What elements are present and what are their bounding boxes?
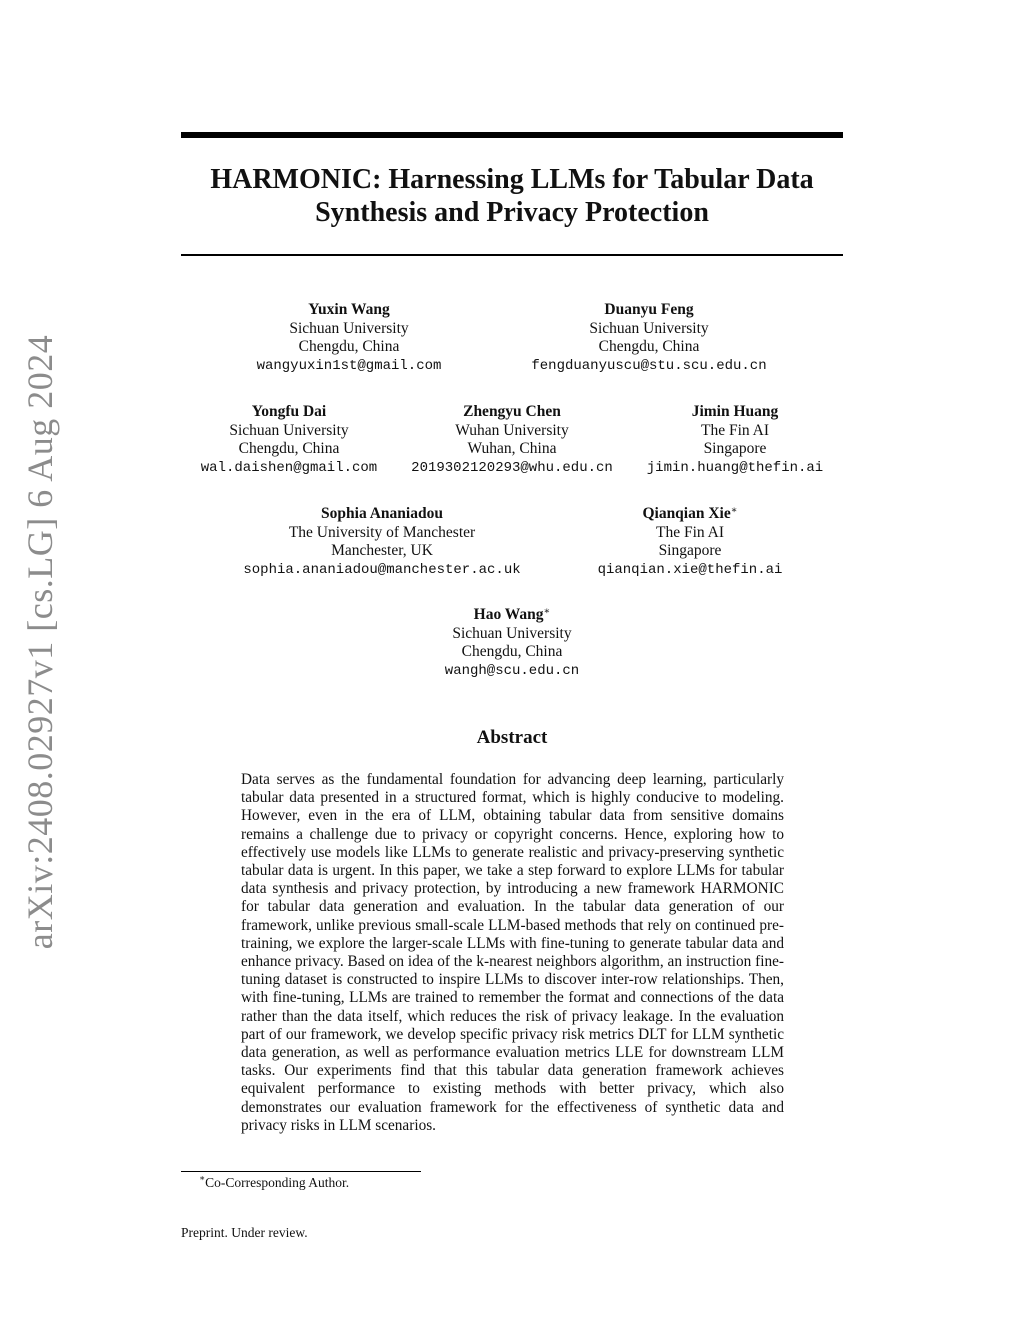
author-name: Hao Wang∗	[473, 606, 551, 623]
author-name: Yuxin Wang	[308, 301, 390, 318]
author-email[interactable]: wangh@scu.edu.cn	[444, 662, 580, 679]
author-name: Duanyu Feng	[604, 301, 694, 318]
author-email[interactable]: sophia.ananiadou@manchester.ac.uk	[243, 561, 521, 578]
author-block	[201, 403, 377, 477]
author-affiliation: The Fin AI	[700, 421, 770, 439]
author-name: Sophia Ananiadou	[321, 505, 443, 522]
footnote: ∗Co-Corresponding Author.	[199, 1173, 350, 1190]
author-location: Singapore	[703, 440, 767, 457]
title-top-rule	[181, 132, 843, 138]
author-affiliation: Sichuan University	[229, 421, 349, 439]
author-email[interactable]: fengduanyuscu@stu.scu.edu.cn	[531, 357, 767, 374]
author-block	[411, 403, 613, 477]
author-location: Chengdu, China	[298, 338, 400, 355]
author-name: Zhengyu Chen	[463, 403, 561, 420]
author-email[interactable]: wal.daishen@gmail.com	[200, 459, 378, 476]
author-affiliation: The Fin AI	[655, 523, 725, 541]
author-email[interactable]: 2019302120293@whu.edu.cn	[411, 459, 613, 476]
author-location: Chengdu, China	[461, 643, 563, 660]
author-name: Qianqian Xie∗	[642, 505, 738, 522]
author-affiliation: Sichuan University	[289, 319, 409, 337]
author-location: Chengdu, China	[598, 338, 700, 355]
author-affiliation: Sichuan University	[589, 319, 709, 337]
preprint-notice: Preprint. Under review.	[181, 1225, 308, 1240]
author-block	[531, 301, 766, 375]
title-bottom-rule	[181, 254, 843, 256]
author-affiliation: Sichuan University	[452, 624, 572, 642]
author-location: Singapore	[658, 542, 722, 559]
footnote-rule	[181, 1171, 421, 1172]
author-block	[598, 505, 783, 579]
author-affiliation: The University of Manchester	[288, 523, 476, 541]
author-email[interactable]: qianqian.xie@thefin.ai	[597, 561, 783, 578]
author-name: Jimin Huang	[691, 403, 779, 420]
author-block	[647, 403, 823, 477]
author-affiliation: Wuhan University	[455, 421, 569, 439]
author-email[interactable]: jimin.huang@thefin.ai	[646, 459, 824, 476]
paper-title: HARMONIC: Harnessing LLMs for Tabular Data Synthesis and Privacy Protection	[210, 164, 814, 228]
author-block	[243, 505, 520, 579]
author-location: Manchester, UK	[331, 542, 433, 559]
arxiv-identifier: arXiv:2408.02927v1 [cs.LG] 6 Aug 2024	[20, 334, 60, 950]
abstract-text: Data serves as the fundamental foundation for advancing deep learning, particularly tabular data presented in a structured format, which is highly conducive to modeling. However, even in the era of LLM, obtaining tabular data from sensitive domains remains a challenge due to privacy or copyright concerns. Hence, exploring how to effectively use models like LLMs to generate realistic and privacy-preserving synthetic tabular data is urgent. In this paper, we take a step forward to explore LLMs for tabular data synthesis and privacy protection, by introducing a new framework HARMONIC for tabular data generation and evaluation. In the tabular data generation of our framework, unlike previous small-scale LLM-based methods that rely on continued pre-training, we explore the larger-scale LLMs with fine-tuning to generate tabular data and enhance privacy. Based on idea of the k-nearest neighbors algorithm, an instruction fine-tuning dataset is constructed to inspire LLMs to discover inter-row relationships. Then, with fine-tuning, LLMs are trained to remember the format and connections of the data rather than the data itself, which reduces the risk of privacy leakage. In the evaluation part of our framework, we develop specific privacy risk metrics DLT for LLM synthetic data generation, as well as performance evaluation metrics LLE for downstream LLM tasks. Our experiments find that this tabular data generation framework achieves equivalent performance to existing methods with better privacy, which also demonstrates our evaluation framework for the effectiveness of synthetic data and privacy risks in LLM scenarios.	[241, 771, 784, 1134]
abstract-heading: Abstract	[476, 727, 548, 748]
author-block	[257, 301, 442, 375]
author-name: Yongfu Dai	[251, 403, 327, 420]
author-location: Wuhan, China	[467, 440, 557, 457]
author-block	[445, 606, 579, 680]
author-email[interactable]: wangyuxin1st@gmail.com	[256, 357, 442, 374]
author-location: Chengdu, China	[238, 440, 340, 457]
